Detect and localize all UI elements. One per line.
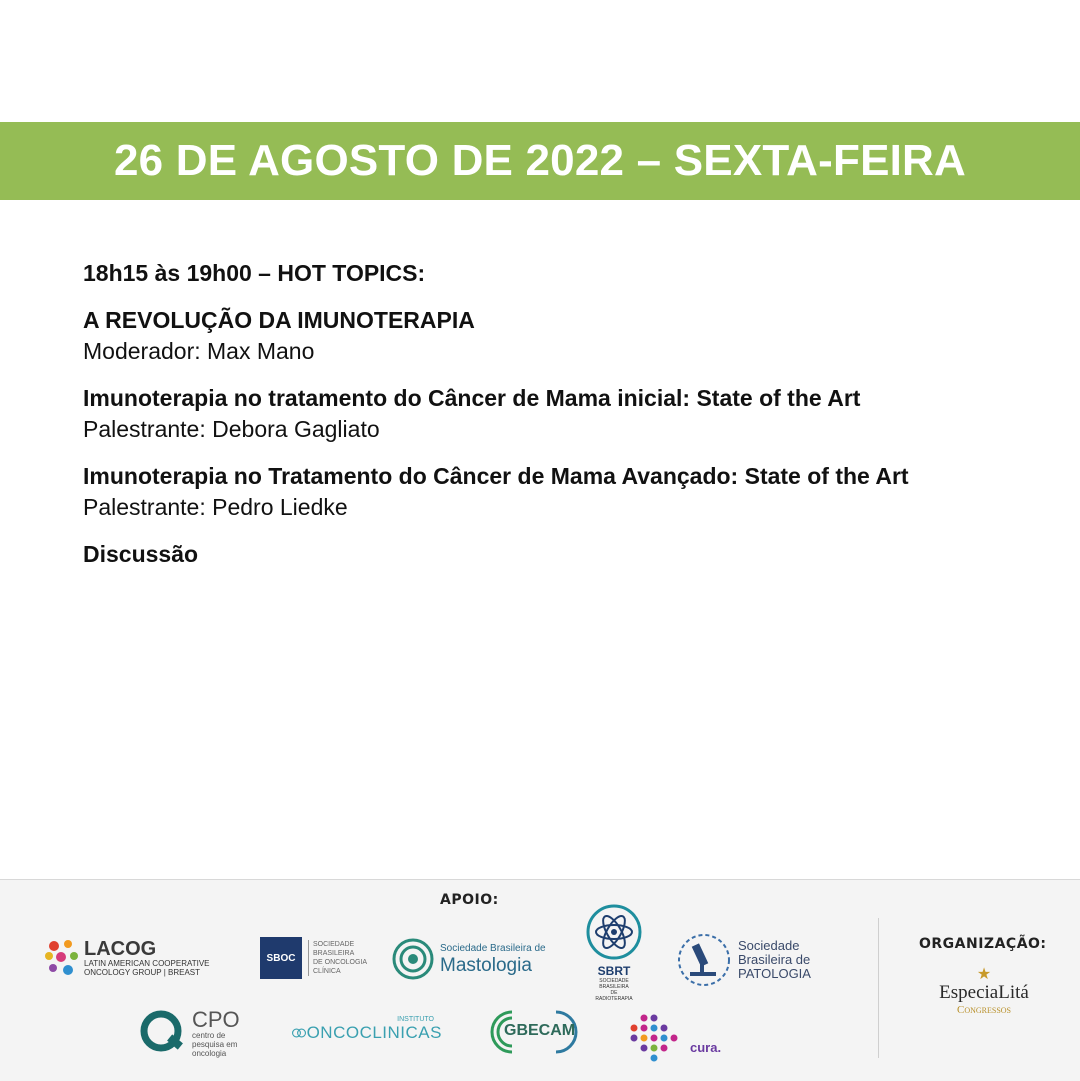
mastologia-logo — [392, 938, 546, 980]
sboc-line1: SOCIEDADE — [313, 941, 355, 948]
support-label: APOIO: — [440, 892, 499, 908]
cura-logo — [630, 1012, 721, 1068]
session-title: A REVOLUÇÃO DA IMUNOTERAPIA — [83, 307, 475, 333]
talk-2 — [83, 461, 1043, 523]
cpo-line2: pesquisa em — [192, 1039, 238, 1049]
especialita-logo — [926, 968, 1042, 1016]
discussion: Discussão — [83, 541, 199, 567]
oncoclinicas-mark-icon — [292, 1024, 307, 1042]
sboc-logo — [260, 937, 367, 979]
program-content — [83, 258, 1043, 586]
oncoclinicas-name: ONCOCLINICAS — [306, 1023, 442, 1042]
organization-label: ORGANIZAÇÃO: — [919, 936, 1047, 952]
mastologia-line2: Mastologia — [440, 954, 532, 976]
sbrt-line3: DE — [610, 990, 618, 996]
page-title: 26 DE AGOSTO DE 2022 – SEXTA-FEIRA — [113, 136, 967, 185]
patologia-line1: Sociedade — [738, 938, 800, 953]
sbrt-line4: RADIOTERAPIA — [595, 996, 633, 1002]
session-block — [83, 305, 1043, 367]
mastologia-mark-icon — [392, 938, 434, 980]
sboc-line2: BRASILEIRA — [313, 950, 355, 957]
lacog-line2: ONCOLOGY GROUP | BREAST — [84, 968, 201, 977]
sboc-mark — [260, 937, 302, 979]
patologia-line2: Brasileira de — [738, 952, 811, 967]
lacog-line1: LATIN AMERICAN COOPERATIVE — [84, 959, 210, 968]
talk-2-title: Imunoterapia no Tratamento do Câncer de Mama Avançado: State of the Art — [83, 463, 909, 489]
sbrt-line1: SOCIEDADE — [599, 978, 629, 984]
sponsors-footer — [0, 879, 1080, 1081]
gbecam-logo — [486, 1008, 582, 1056]
talk-1-title: Imunoterapia no tratamento do Câncer de Mama inicial: State of the Art — [83, 385, 861, 411]
cura-dots-icon — [630, 1012, 686, 1068]
oncoclinicas-top: INSTITUTO — [397, 1016, 434, 1023]
footer-divider — [878, 918, 879, 1058]
lacog-mark-icon — [44, 938, 80, 978]
sboc-abbr: SBOC — [266, 952, 296, 964]
session-time-block — [83, 258, 1043, 289]
sbrt-atom-icon — [586, 904, 642, 960]
cpo-q-icon — [138, 1008, 188, 1058]
cpo-logo — [138, 1008, 240, 1058]
sbrt-abbr: SBRT — [597, 964, 631, 978]
cura-name: cura. — [690, 1039, 722, 1055]
lacog-name: LACOG — [84, 938, 157, 960]
talk-2-speaker: Palestrante: Pedro Liedke — [83, 494, 348, 520]
especialita-sub: Congressos — [956, 1004, 1012, 1016]
microscope-icon — [676, 932, 732, 988]
cpo-line1: centro de — [192, 1030, 226, 1040]
patologia-line3: PATOLOGIA — [738, 966, 811, 981]
lacog-logo — [44, 938, 210, 978]
sbrt-line2: BRASILEIRA — [599, 984, 629, 990]
especialita-name: EspeciaLitá — [939, 982, 1029, 1003]
sboc-line4: CLÍNICA — [313, 968, 341, 975]
star-icon: ★ — [976, 966, 992, 983]
patologia-logo — [676, 932, 811, 988]
moderator: Moderador: Max Mano — [83, 338, 315, 364]
talk-1-speaker: Palestrante: Debora Gagliato — [83, 416, 380, 442]
session-time: 18h15 às 19h00 – HOT TOPICS: — [83, 260, 426, 286]
sboc-line3: DE ONCOLOGIA — [313, 959, 368, 966]
talk-1 — [83, 383, 1043, 445]
cpo-line3: oncologia — [192, 1048, 227, 1058]
discussion-block — [83, 539, 1043, 570]
gbecam-name: GBECAM — [504, 1022, 576, 1039]
sbrt-logo — [582, 904, 646, 1002]
oncoclinicas-logo — [292, 1016, 442, 1043]
mastologia-line1: Sociedade Brasileira de — [440, 942, 546, 954]
cpo-abbr: CPO — [192, 1006, 240, 1032]
date-banner — [0, 122, 1080, 200]
